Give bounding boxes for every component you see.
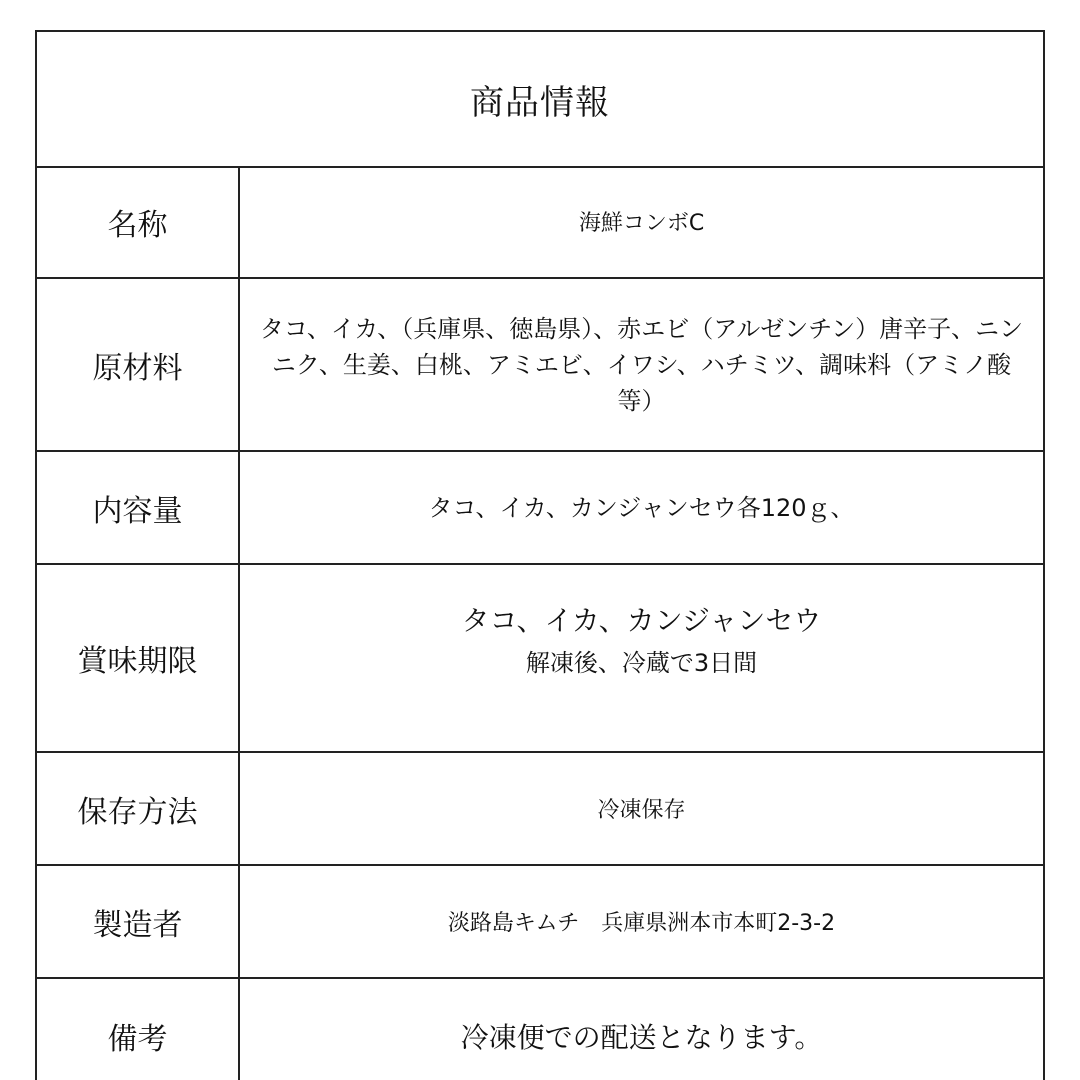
expiry-line-2: 解凍後、冷蔵で3日間 — [525, 649, 758, 677]
row-label: 賞味期限 — [77, 644, 198, 679]
row-label: 原材料 — [92, 350, 183, 386]
table-row-name — [37, 166, 1043, 279]
table-row-contents — [37, 452, 1043, 565]
table-row-notes — [37, 979, 1043, 1080]
row-label: 製造者 — [92, 907, 183, 943]
table-row-storage — [37, 753, 1043, 866]
row-value: タコ、イカ、（兵庫県、徳島県）、赤エビ（アルゼンチン）唐辛子、ニンニク、生姜、白桃、アミエビ、イワシ、ハチミツ、調味料（アミノ酸等） — [259, 314, 1024, 415]
table-title: 商品情報 — [470, 82, 610, 123]
table-row-manufacturer — [37, 866, 1043, 979]
row-label: 名称 — [107, 207, 168, 243]
table-row-ingredients — [37, 279, 1043, 452]
product-info-table — [35, 30, 1045, 1080]
row-value: 淡路島キムチ 兵庫県洲本市本町2-3-2 — [447, 911, 836, 936]
row-value: 海鮮コンボC — [578, 211, 705, 236]
row-label: 備考 — [107, 1021, 168, 1057]
row-label: 内容量 — [92, 493, 183, 529]
row-value: 冷凍保存 — [597, 798, 686, 823]
row-value — [240, 565, 1043, 751]
row-label: 保存方法 — [77, 794, 198, 830]
table-row-expiry — [37, 565, 1043, 753]
expiry-line-1: タコ、イカ、カンジャンセウ — [461, 604, 822, 637]
row-value: 冷凍便での配送となります。 — [460, 1020, 823, 1054]
table-title-row — [37, 32, 1043, 168]
row-value: タコ、イカ、カンジャンセウ各120ｇ、 — [428, 493, 855, 522]
